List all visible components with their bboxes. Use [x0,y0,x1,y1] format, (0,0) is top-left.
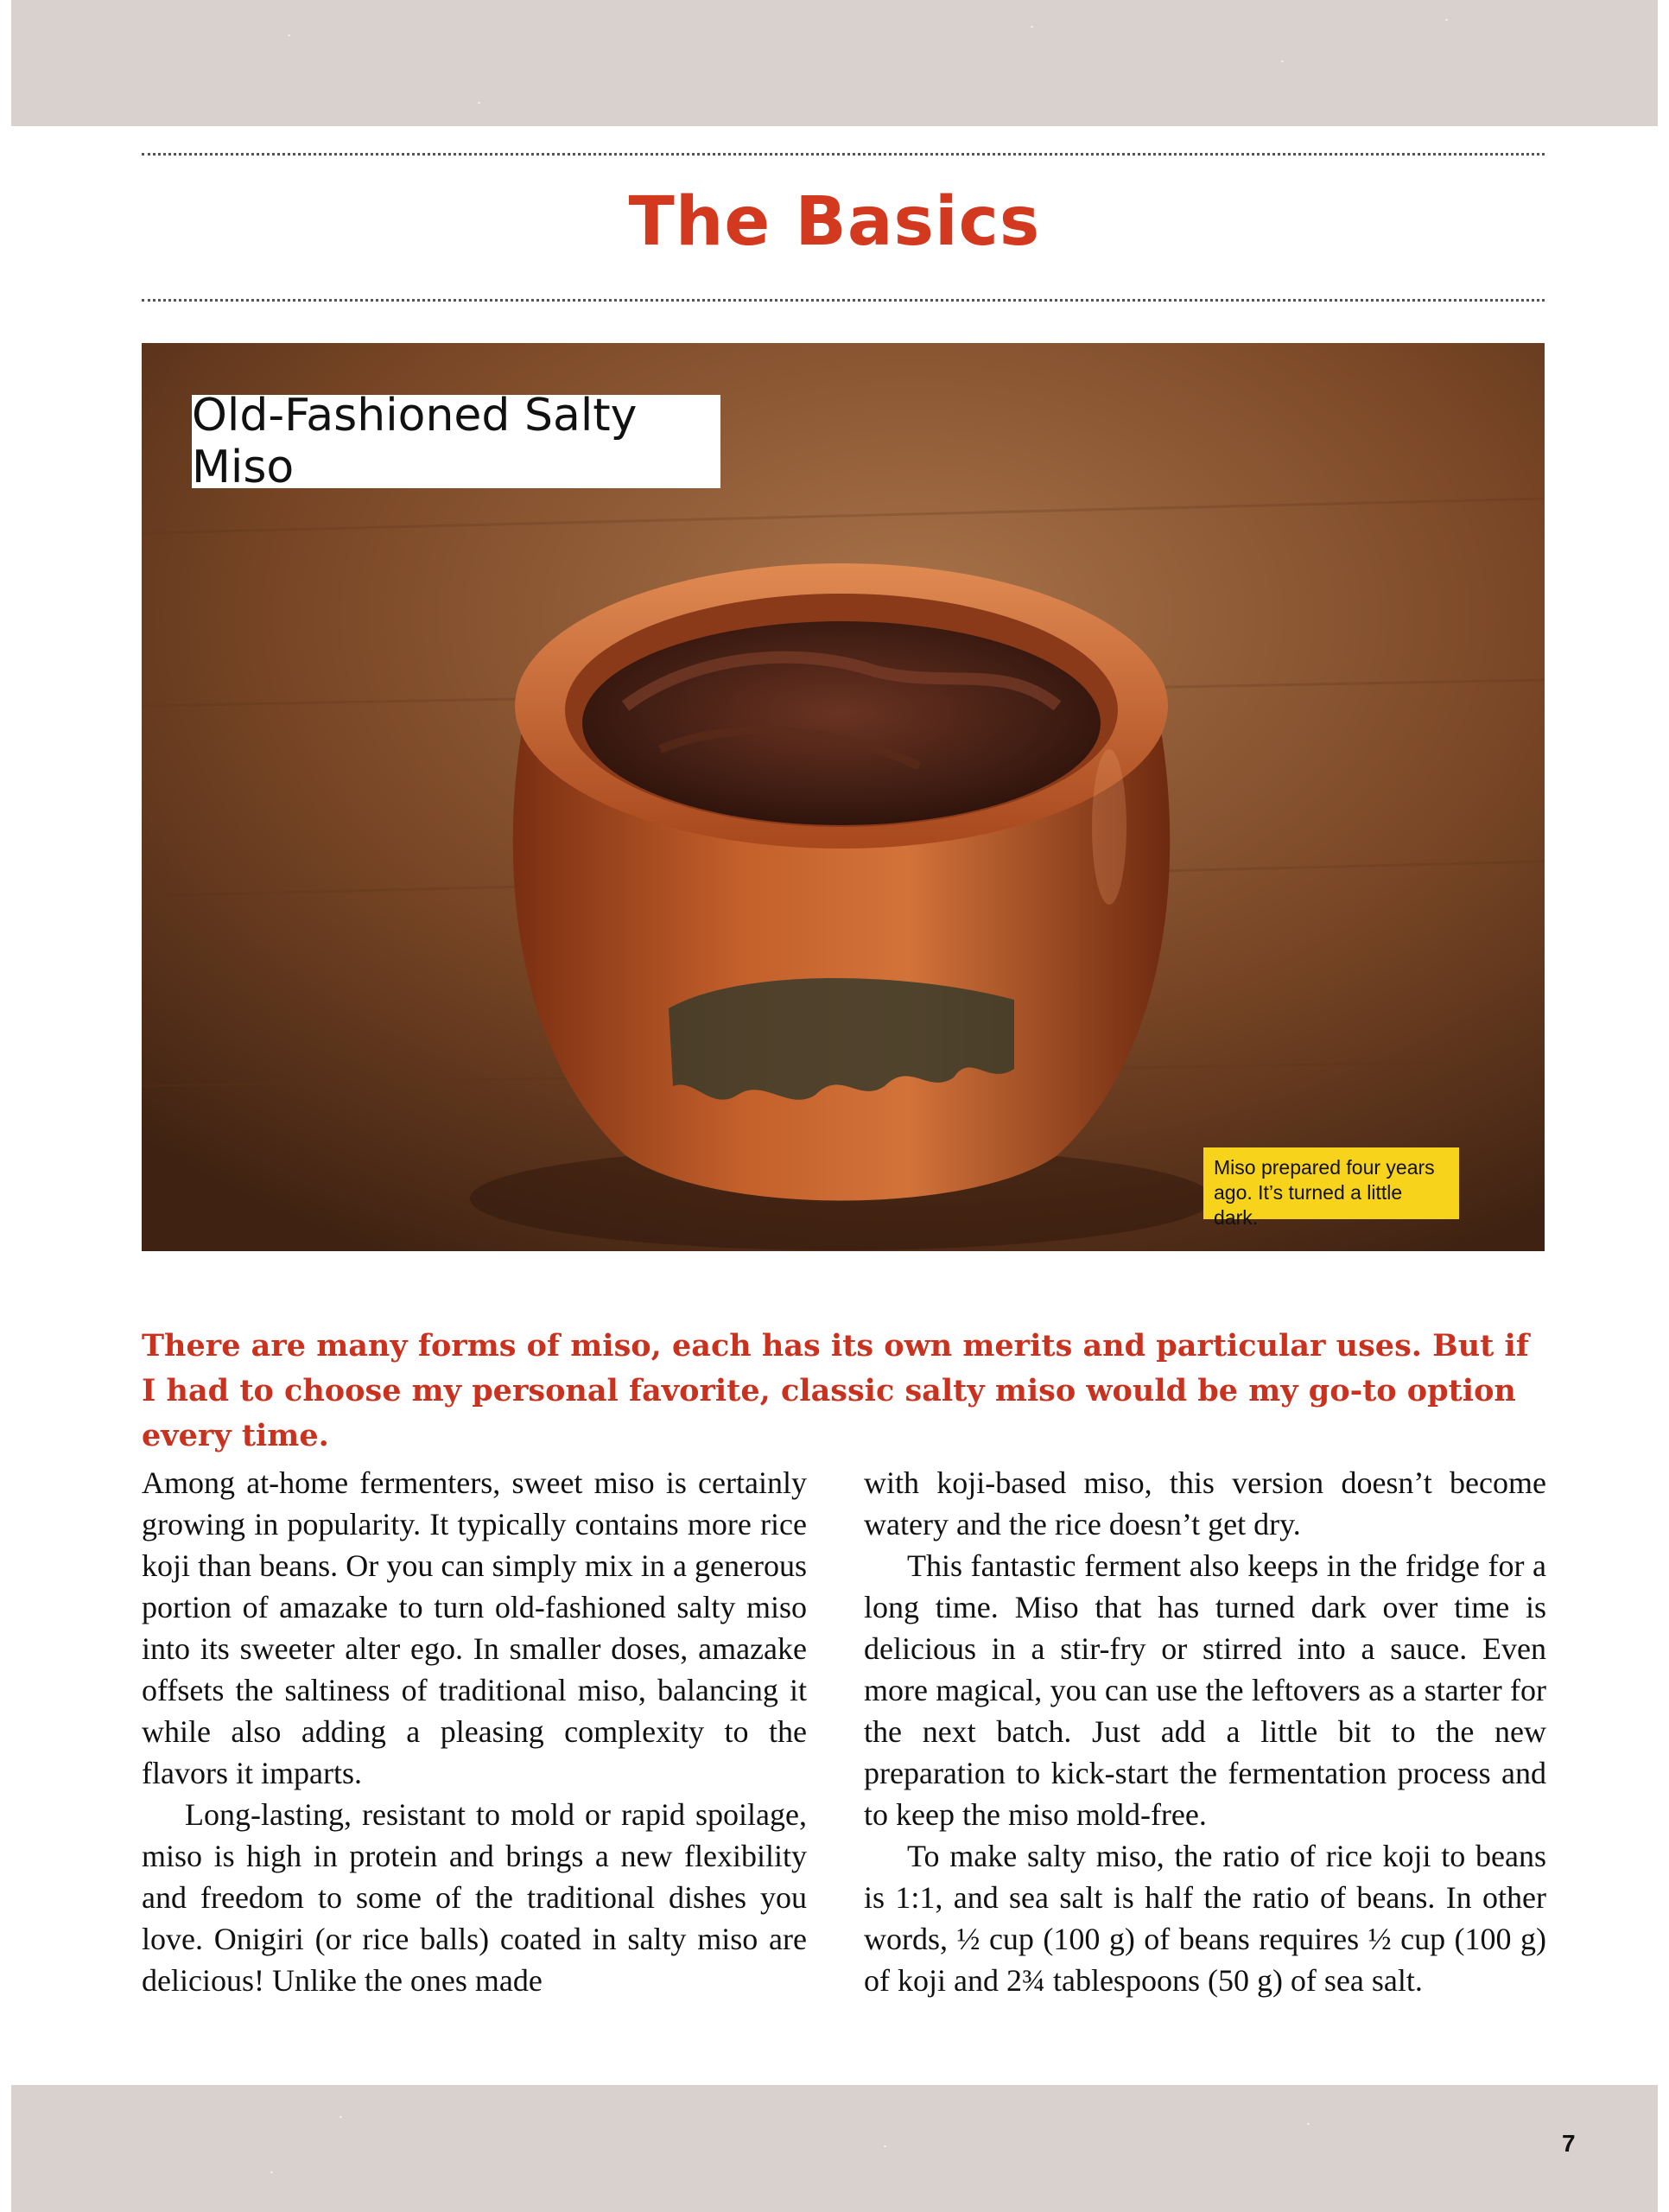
band-speck [288,35,290,36]
bottom-decorative-band [11,2085,1658,2212]
top-decorative-band [11,0,1658,126]
title-rule-bottom [142,299,1545,302]
intro-paragraph: There are many forms of miso, each has its own merits and particular uses. But if I had to choose my personal favorite, classic salty miso would be my go-to option every time. [142,1328,1529,1453]
band-speck [478,102,480,104]
band-speck [270,2171,273,2173]
photo-caption: Miso prepared four years ago. It’s turned a little dark. [1203,1147,1459,1219]
body-column-right [864,1462,1546,2001]
title-rule-top [142,153,1545,156]
band-speck [1307,2123,1310,2125]
band-speck [884,2145,886,2147]
body-paragraph: To make salty miso, the ratio of rice koji to beans is 1:1, and sea salt is half the ratio of beans. In other words, ½ cup (100 g) of beans requires ½ cup (100 g) of koji and 2¾ tablespoons (50 g) of sea salt. [864,1839,1546,1998]
body-paragraph: Long-lasting, resistant to mold or rapid spoilage, miso is high in protein and brings a new flexibility and freedom to some of the traditional dishes you love. Onigiri (or rice balls) coated in salty miso are delicious! Unlike the ones made [142,1797,807,1998]
body-paragraph: Among at-home fermenters, sweet miso is certainly growing in popularity. It typically contains more rice koji than beans. Or you can simply mix in a generous portion of amazake to turn old-fashioned salty miso into its sweeter alter ego. In smaller doses, amazake offsets the saltiness of traditional miso, balancing it while also adding a pleasing complexity to the flavors it imparts. [142,1465,807,1790]
recipe-name-label: Old-Fashioned Salty Miso [192,395,720,488]
band-speck [1031,26,1033,28]
section-title: The Basics [628,183,1041,261]
body-column-left [142,1462,807,2001]
band-speck [1281,60,1284,62]
band-speck [340,2116,342,2118]
miso-pot-photo [142,343,1545,1251]
page-number: 7 [1562,2130,1576,2157]
body-paragraph: This fantastic ferment also keeps in the fridge for a long time. Miso that has turned dark over time is delicious in a stir-fry or stirred into a sauce. Even more magical, you can use the leftovers as a starter for the next batch. Just add a little bit to the new preparation to kick-start the fermentation process and to keep the miso mold-free. [864,1548,1546,1832]
band-speck [1445,19,1448,21]
body-paragraph: with koji-based miso, this version doesn’t become watery and the rice doesn’t get dry. [864,1465,1546,1541]
